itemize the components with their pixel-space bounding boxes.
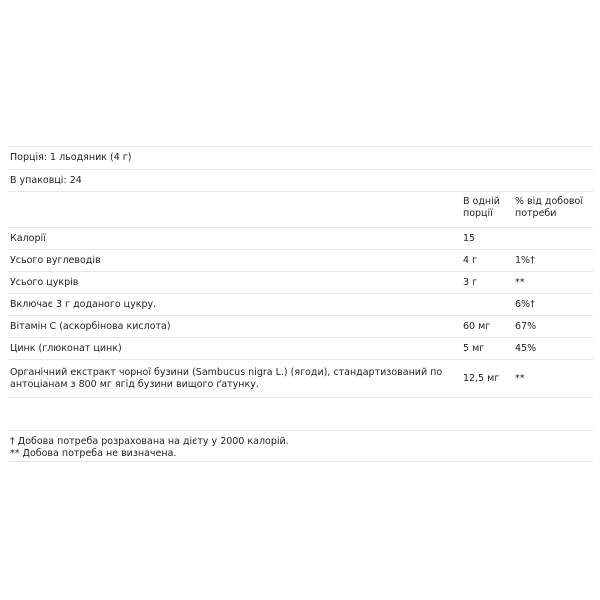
nutrient-daily-value: 6%† — [515, 299, 535, 310]
nutrient-amount: 4 г — [463, 255, 478, 266]
nutrient-row — [8, 315, 593, 337]
nutrient-daily-value: 45% — [515, 343, 537, 354]
servings-per-container-value: 24 — [69, 175, 82, 186]
nutrient-name: Включає 3 г доданого цукру. — [10, 299, 157, 310]
nutrient-row — [8, 227, 593, 249]
servings-per-container-row — [8, 169, 593, 191]
nutrient-name: Цинк (глюконат цинк) — [10, 343, 122, 354]
footnotes — [8, 430, 593, 462]
nutrient-row — [8, 293, 593, 315]
nutrient-name: Вітамін С (аскорбінова кислота) — [10, 321, 171, 332]
table-divider — [8, 397, 593, 430]
footnote-not-established: ** Добова потреба не визначена. — [10, 448, 177, 459]
serving-size-value: 1 льодяник (4 г) — [50, 152, 132, 163]
nutrient-amount: 12,5 мг — [463, 373, 500, 384]
nutrient-row — [8, 359, 593, 397]
nutrient-amount: 15 — [463, 233, 476, 244]
servings-per-container-label: В упаковці: — [10, 175, 67, 186]
nutrient-daily-value: ** — [515, 277, 525, 288]
serving-size-row — [8, 146, 593, 169]
nutrient-daily-value: 1%† — [515, 255, 535, 266]
supplement-facts-table — [8, 146, 593, 462]
serving-size-label: Порція: — [10, 152, 48, 163]
nutrient-amount: 5 мг — [463, 343, 485, 354]
amount-per-serving-header: В одній порції — [463, 196, 500, 219]
nutrient-amount: 3 г — [463, 277, 478, 288]
nutrient-name: Органічний екстракт чорної бузини (Sambucus nigra L.) (ягоди), стандартизований по антоціанам з 800 мг ягід бузини вищого ґатунку. — [10, 367, 443, 390]
nutrient-row — [8, 337, 593, 359]
nutrient-name: Усього цукрів — [10, 277, 79, 288]
column-header-row — [8, 191, 593, 227]
nutrient-amount: 60 мг — [463, 321, 491, 332]
daily-value-header: % від добової потреби — [515, 196, 583, 219]
nutrient-name: Усього вуглеводів — [10, 255, 101, 266]
nutrient-row — [8, 249, 593, 271]
nutrient-daily-value: ** — [515, 373, 525, 384]
nutrient-name: Калорії — [10, 233, 46, 244]
footnote-daily-value: † Добова потреба розрахована на дієту у 2000 калорій. — [10, 436, 289, 447]
nutrient-row — [8, 271, 593, 293]
nutrient-daily-value: 67% — [515, 321, 537, 332]
